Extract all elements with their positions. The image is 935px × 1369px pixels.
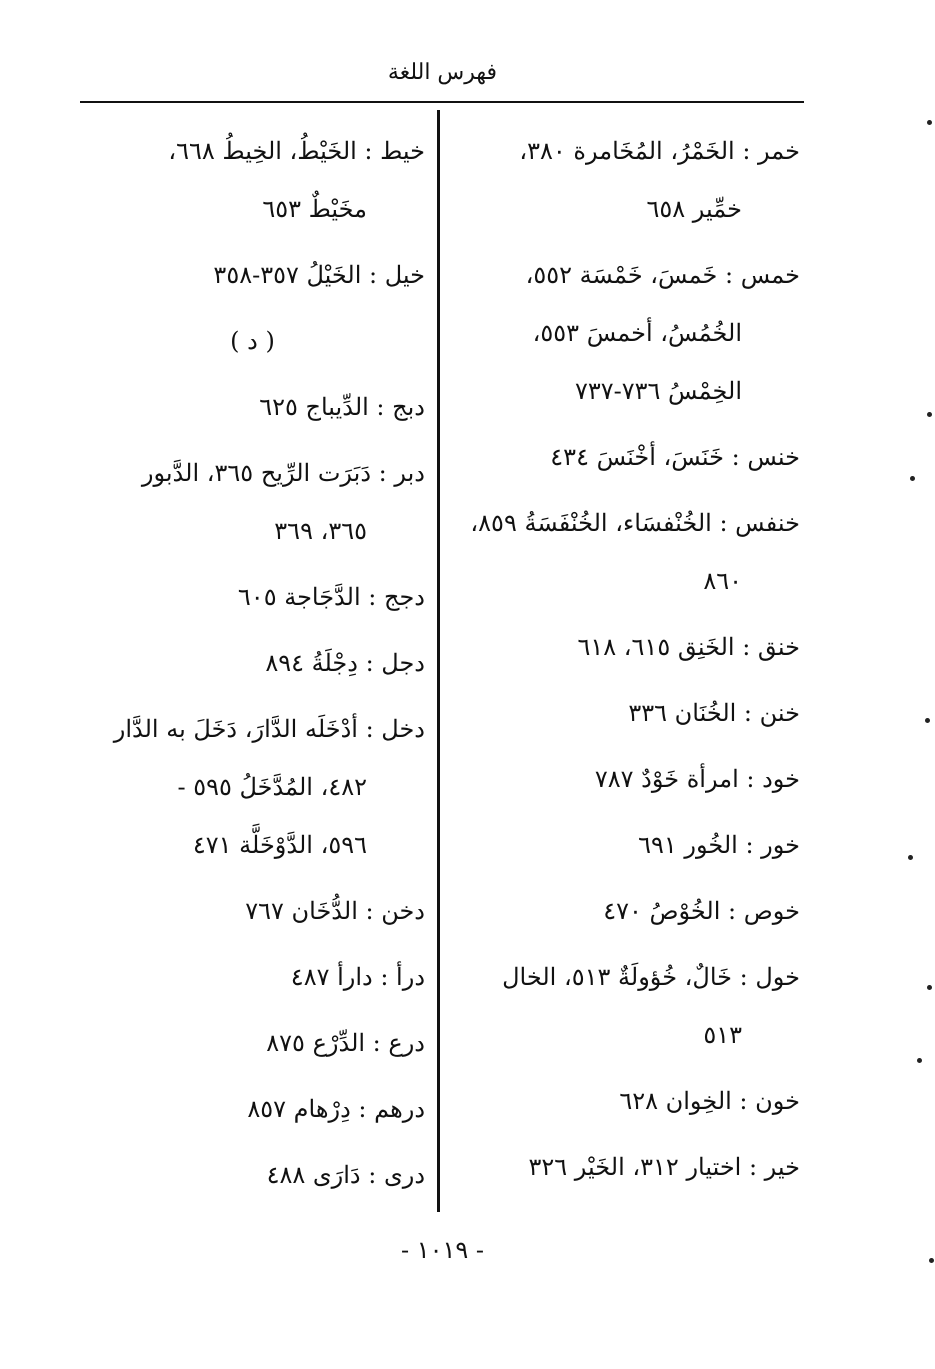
section-heading: ( د ) — [230, 327, 275, 355]
scan-speck — [927, 985, 932, 990]
entry-headline: خنق : الخَنِق ٦١٥، ٦١٨ — [577, 633, 800, 661]
entry-headline: دبر : دَبَرَت الرِّيح ٣٦٥، الدَّبور — [141, 459, 425, 487]
index-entry — [80, 444, 425, 560]
scan-speck — [929, 1258, 934, 1263]
column-divider — [437, 110, 440, 1212]
entry-continuation: ٥٩٦، الدَّوْخَلَّة ٤٧١ — [192, 831, 367, 859]
scan-speck — [927, 412, 932, 417]
page-number: - ١٠١٩ - — [400, 1236, 485, 1264]
entry-headline: خمس : خَمسَ، خَمْسَة ٥٥٢، — [525, 261, 800, 289]
entry-continuation: خمِّير ٦٥٨ — [646, 195, 742, 223]
index-entry — [80, 1146, 425, 1204]
index-column-left — [80, 122, 425, 1212]
entry-headline: خنفس : الخُنْفسَاء، الخُنْفَسَةُ ٨٥٩، — [470, 509, 800, 537]
scan-speck — [925, 718, 930, 723]
index-entry — [450, 494, 800, 610]
entry-continuation: ٥١٣ — [703, 1021, 742, 1049]
index-entry — [80, 882, 425, 940]
index-entry — [450, 1072, 800, 1130]
index-entry — [80, 634, 425, 692]
index-entry — [80, 700, 425, 874]
index-entry — [80, 568, 425, 626]
index-entry — [450, 816, 800, 874]
entry-headline: درى : دَارَى ٤٨٨ — [266, 1161, 425, 1189]
entry-headline: خنن : الخُنَان ٣٣٦ — [628, 699, 800, 727]
scan-speck — [908, 855, 913, 860]
entry-headline: دبج : الدِّيباج ٦٢٥ — [259, 393, 425, 421]
entry-headline: خوص : الخُوْصُ ٤٧٠ — [603, 897, 800, 925]
entry-headline: درع : الدِّرْع ٨٧٥ — [266, 1029, 425, 1057]
entry-headline: خود : امرأة خَوْدٌ ٧٨٧ — [594, 765, 800, 793]
entry-headline: دخن : الدُّخَان ٧٦٧ — [245, 897, 425, 925]
entry-headline: درأ : دارأ ٤٨٧ — [290, 963, 425, 991]
entry-continuation: الخِمْسُ ٧٣٦-٧٣٧ — [574, 377, 742, 405]
index-entry — [450, 122, 800, 238]
entry-headline: دخل : أدْخَلَه الدَّارَ، دَخَلَ به الدَّار — [113, 715, 425, 743]
index-entry — [80, 1014, 425, 1072]
entry-headline: خور : الخُور ٦٩١ — [638, 831, 800, 859]
header-rule — [80, 101, 804, 103]
entry-headline: خيط : الخَيْطُ، الخِيطُ ٦٦٨، — [168, 137, 425, 165]
scan-speck — [927, 120, 932, 125]
entry-headline: خون : الخِوان ٦٢٨ — [619, 1087, 800, 1115]
entry-headline: خمر : الخَمْرُ، المُخَامرة ٣٨٠، — [519, 137, 800, 165]
scan-speck — [910, 476, 915, 481]
index-entry — [450, 1138, 800, 1196]
entry-headline: خيل : الخَيْلُ ٣٥٧-٣٥٨ — [213, 261, 425, 289]
entry-headline: خنس : خَنَسَ، أخْنَسَ ٤٣٤ — [550, 443, 800, 471]
index-entry — [450, 750, 800, 808]
entry-continuation: الخُمُسُ، أخمسَ ٥٥٣، — [532, 319, 742, 347]
index-entry — [450, 246, 800, 420]
index-entry — [80, 122, 425, 238]
entry-continuation: ٤٨٢، المُدَّخَلُ ٥٩٥ - — [177, 773, 367, 801]
entry-headline: دجل : دِجْلَةُ ٨٩٤ — [265, 649, 425, 677]
index-entry — [80, 1080, 425, 1138]
running-header: فهرس اللغة — [387, 60, 498, 85]
entry-headline: خير : اختيار ٣١٢، الخَيْر ٣٢٦ — [528, 1153, 800, 1181]
index-entry — [450, 618, 800, 676]
scan-speck — [917, 1058, 922, 1063]
index-entry — [450, 684, 800, 742]
entry-continuation: ٨٦٠ — [703, 567, 742, 595]
entry-headline: خول : خَالٌ، خُؤولَةٌ ٥١٣، الخال — [502, 963, 800, 991]
index-entry — [80, 246, 425, 304]
index-entry — [80, 948, 425, 1006]
entry-continuation: ٣٦٥، ٣٦٩ — [274, 517, 367, 545]
index-entry — [450, 948, 800, 1064]
index-column-right — [450, 122, 800, 1204]
entry-headline: دجج : الدَّجَاجة ٦٠٥ — [237, 583, 425, 611]
index-entry — [450, 428, 800, 486]
index-entry — [450, 882, 800, 940]
index-entry — [80, 378, 425, 436]
entry-headline: درهم : دِرْهام ٨٥٧ — [247, 1095, 425, 1123]
entry-continuation: مخَيْطٌ ٦٥٣ — [262, 195, 367, 223]
